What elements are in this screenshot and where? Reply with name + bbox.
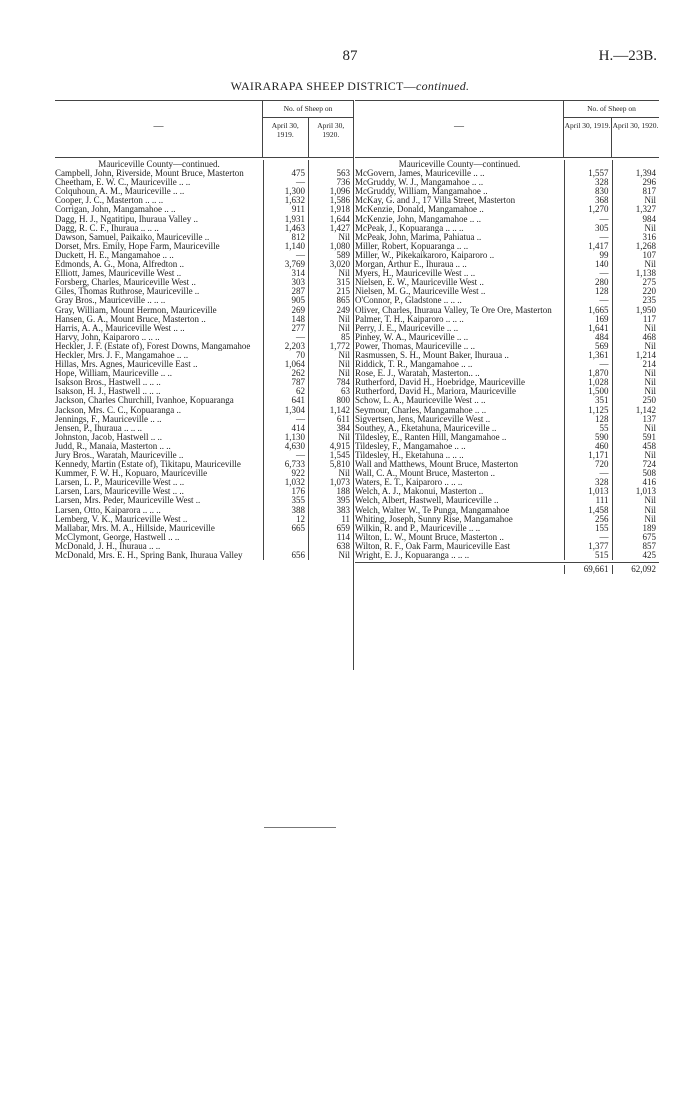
sheep-1919: — <box>263 178 308 187</box>
sheep-1919: — <box>263 251 308 260</box>
sheep-1919: 128 <box>564 287 612 296</box>
farmer-name: Giles, Thomas Ruthrose, Mauriceville .. <box>55 286 200 297</box>
sheep-count-group-label: No. of Sheep on <box>564 101 659 118</box>
sheep-1919: 305 <box>564 224 612 233</box>
title-main: WAIRARAPA SHEEP DISTRICT— <box>230 79 416 93</box>
sheep-1919: 641 <box>263 396 308 405</box>
farmer-name: Larsen, L. P., Mauriceville West .. .. <box>55 477 185 488</box>
sheep-1920: 296 <box>612 178 660 187</box>
column-1920-header: April 30, 1920. <box>308 118 354 157</box>
farmer-name: McKay, G. and J., 17 Villa Street, Masterton <box>355 195 516 206</box>
sheep-1919: — <box>564 469 612 478</box>
farmer-name: Isakson, H. J., Hastwell .. .. .. <box>55 386 161 397</box>
farmer-name: McGruddy, William, Mangamahoe .. <box>355 186 488 197</box>
sheep-1919: 1,013 <box>564 487 612 496</box>
sheep-1920: Nil <box>612 324 660 333</box>
sheep-1919: 355 <box>263 496 308 505</box>
sheep-1920: 1,918 <box>308 205 353 214</box>
footer-rule <box>264 827 336 828</box>
sheep-count-group-label: No. of Sheep on <box>263 101 353 118</box>
sheep-1920: 589 <box>308 251 353 260</box>
farmer-name: McGruddy, W. J., Mangamahoe .. .. <box>355 177 484 188</box>
sheep-1920: Nil <box>308 315 353 324</box>
page-number: 87 <box>342 48 358 64</box>
sheep-1920: 316 <box>612 233 660 242</box>
sheep-1920: Nil <box>612 378 660 387</box>
farmer-name: Dawson, Samuel, Paikaiko, Mauriceville .. <box>55 231 210 242</box>
sheep-1919: 269 <box>263 306 308 315</box>
sheep-1919: 99 <box>564 251 612 260</box>
sheep-1920: 5,810 <box>308 460 353 469</box>
farmer-name: Miller, Robert, Kopuaranga .. .. <box>355 240 469 251</box>
name-column-header <box>55 101 262 157</box>
sheep-1919: 656 <box>263 551 308 560</box>
sheep-1920: 865 <box>308 296 353 305</box>
farmer-name: Hillas, Mrs. Agnes, Mauriceville East .. <box>55 359 198 370</box>
farmer-name: Jennings, F., Mauriceville .. .. <box>55 413 162 424</box>
left-rows <box>55 169 353 560</box>
sheep-1919: 830 <box>564 187 612 196</box>
sheep-1919: 303 <box>263 278 308 287</box>
sheep-1920: 1,772 <box>308 342 353 351</box>
sheep-1919: 1,500 <box>564 387 612 396</box>
sheep-1919: 1,870 <box>564 369 612 378</box>
left-table <box>55 100 353 560</box>
sheep-1920: Nil <box>612 342 660 351</box>
name-column-header <box>355 101 563 157</box>
sheep-1920: 736 <box>308 178 353 187</box>
farmer-name: Larsen, Otto, Kaiparora .. .. .. <box>55 504 161 515</box>
sheep-1920: 117 <box>612 315 660 324</box>
total-1919: 69,661 <box>564 565 612 574</box>
sheep-1920: 11 <box>308 515 353 524</box>
farmer-name: McKenzie, John, Mangamahoe .. .. <box>355 213 481 224</box>
sheep-1920: 611 <box>308 415 353 424</box>
sheep-1919: — <box>263 333 308 342</box>
sheep-1920: 250 <box>612 396 660 405</box>
section-heading-label: Mauriceville County—continued. <box>98 159 220 169</box>
sheep-1919: 140 <box>564 260 612 269</box>
sheep-1920: Nil <box>612 506 660 515</box>
sheep-1919: 1,632 <box>263 196 308 205</box>
sheep-1920: 817 <box>612 187 660 196</box>
farmer-name: Welch, Walter W., Te Punga, Mangamahoe <box>355 504 510 515</box>
totals-row <box>355 562 659 574</box>
sheep-1920: 1,545 <box>308 451 353 460</box>
sheep-1920: 235 <box>612 296 660 305</box>
farmer-name: Jackson, Charles Churchill, Ivanhoe, Kopuaranga <box>55 395 234 406</box>
sheep-1920: 468 <box>612 333 660 342</box>
sheep-1920: 563 <box>308 169 353 178</box>
farmer-name: Dagg, R. C. F., Ihuraua .. .. .. <box>55 222 159 233</box>
farmer-name: Campbell, John, Riverside, Mount Bruce, Masterton <box>55 168 244 179</box>
farmer-name: Schow, L. A., Mauriceville West .. .. <box>355 395 486 406</box>
sheep-1919: 1,665 <box>564 306 612 315</box>
sheep-1919: 55 <box>564 424 612 433</box>
sheep-1920: 85 <box>308 333 353 342</box>
sheep-1919: 12 <box>263 515 308 524</box>
sheep-1919: 256 <box>564 515 612 524</box>
sheep-1919: 277 <box>263 324 308 333</box>
sheep-1920: Nil <box>612 196 660 205</box>
sheep-1919: 1,270 <box>564 205 612 214</box>
right-rows <box>355 169 659 560</box>
right-table-header <box>355 101 659 158</box>
farmer-name: Riddick, T. R., Mangamahoe .. .. <box>355 359 473 370</box>
farmer-name: Jury Bros., Waratah, Mauriceville .. <box>55 450 184 460</box>
farmer-name: Isakson Bros., Hastwell .. .. .. <box>55 377 161 388</box>
sheep-1919: — <box>564 296 612 305</box>
sheep-1919 <box>263 533 308 542</box>
sheep-1920: 1,142 <box>612 406 660 415</box>
sheep-1919: 569 <box>564 342 612 351</box>
sheep-1919: 314 <box>263 269 308 278</box>
sheep-1920: Nil <box>308 269 353 278</box>
sheep-1919: — <box>564 360 612 369</box>
sheep-1919: 1,140 <box>263 242 308 251</box>
sheep-1919: 1,304 <box>263 406 308 415</box>
farmer-name: Rutherford, David H., Hoebridge, Mauriceville <box>355 377 525 388</box>
table-row <box>55 551 353 560</box>
sheep-1920: 1,394 <box>612 169 660 178</box>
sheep-1919: 484 <box>564 333 612 342</box>
farmer-name: McClymont, George, Hastwell .. .. <box>55 531 180 542</box>
farmer-name: Cooper, J. C., Masterton .. .. .. <box>55 195 164 206</box>
farmer-name: McPeak, J., Kopuaranga .. .. .. <box>355 222 464 233</box>
sheep-1920: Nil <box>612 424 660 433</box>
sheep-1920: 425 <box>612 551 660 560</box>
farmer-name: McDonald, Mrs. E. H., Spring Bank, Ihuraua Valley <box>55 550 243 561</box>
sheep-1920: 63 <box>308 387 353 396</box>
farmer-name: Power, Thomas, Mauriceville .. .. <box>355 340 475 351</box>
sheep-1920: 137 <box>612 415 660 424</box>
farmer-name: Hope, William, Mauriceville .. .. <box>55 368 172 379</box>
farmer-name: Dagg, H. J., Ngatitipu, Ihuraua Valley .. <box>55 213 199 224</box>
sheep-1919: 1,028 <box>564 378 612 387</box>
total-1920: 62,092 <box>612 565 660 574</box>
sheep-1919: 1,377 <box>564 542 612 551</box>
farmer-name: Oliver, Charles, Ihuraua Valley, Te Ore Ore, Masterton <box>355 304 552 315</box>
page-reference: H.—23B. <box>598 48 657 64</box>
sheep-1919: 1,641 <box>564 324 612 333</box>
farmer-name: Dorset, Mrs. Emily, Hope Farm, Mauriceville <box>55 240 220 251</box>
column-separator <box>353 100 354 670</box>
sheep-1919: 911 <box>263 205 308 214</box>
farmer-name: Palmer, T. H., Kaiparoro .. .. .. <box>355 313 464 324</box>
sheep-1920: Nil <box>308 369 353 378</box>
farmer-name: Rose, E. J., Waratah, Masterton.. .. <box>355 368 480 379</box>
farmer-name: Harvy, John, Kaiparoro .. .. .. <box>55 331 160 342</box>
title-continued: continued. <box>415 79 470 93</box>
sheep-1919: 328 <box>564 178 612 187</box>
sheep-1919: 720 <box>564 460 612 469</box>
sheep-1919: — <box>263 451 308 460</box>
sheep-1919: 1,557 <box>564 169 612 178</box>
farmer-name: Wall and Matthews, Mount Bruce, Masterton <box>355 459 518 470</box>
farmer-name: Larsen, Mrs. Peder, Mauriceville West .. <box>55 495 201 506</box>
farmer-name: McPeak, John, Marima, Pahiatua .. <box>355 231 482 242</box>
sheep-1920: 383 <box>308 506 353 515</box>
sheep-1920: 1,138 <box>612 269 660 278</box>
sheep-1919: 176 <box>263 487 308 496</box>
sheep-1920: 784 <box>308 378 353 387</box>
farmer-name: Whiting, Joseph, Sunny Rise, Mangamahoe <box>355 513 513 524</box>
farmer-name: Heckler, J. F. (Estate of), Forest Downs, Mangamahoe <box>55 340 251 351</box>
sheep-1919: 1,931 <box>263 215 308 224</box>
sheep-1920: 1,096 <box>308 187 353 196</box>
sheep-1919: 1,171 <box>564 451 612 460</box>
sheep-1920: 724 <box>612 460 660 469</box>
sheep-1920: 107 <box>612 251 660 260</box>
sheep-1920: 508 <box>612 469 660 478</box>
column-1919-header: April 30, 1919. <box>564 121 611 130</box>
sheep-1920: 1,327 <box>612 205 660 214</box>
farmer-name: Judd, R., Manaia, Masterton .. .. <box>55 440 171 451</box>
sheep-1920: Nil <box>308 351 353 360</box>
sheep-1920: Nil <box>612 224 660 233</box>
sheep-1919: 590 <box>564 433 612 442</box>
sheep-1919: 787 <box>263 378 308 387</box>
sheep-1920: 1,073 <box>308 478 353 487</box>
sheep-1919: — <box>564 269 612 278</box>
sheep-1919: 262 <box>263 369 308 378</box>
sheep-1919: 515 <box>564 551 612 560</box>
sheep-1919: 1,361 <box>564 351 612 360</box>
sheep-1919: 70 <box>263 351 308 360</box>
sheep-1920: Nil <box>308 433 353 442</box>
sheep-1920: 1,080 <box>308 242 353 251</box>
farmer-name: McDonald, J. H., Ihuraua .. .. <box>55 540 161 551</box>
sheep-1920: 188 <box>308 487 353 496</box>
sheep-1920: 315 <box>308 278 353 287</box>
column-1919-header: April 30, 1919. <box>271 121 299 139</box>
section-heading-label: Mauriceville County—continued. <box>398 159 521 169</box>
sheep-count-header <box>563 101 659 157</box>
sheep-1920: 249 <box>308 306 353 315</box>
sheep-1920: Nil <box>612 387 660 396</box>
farmer-name: Rutherford, David H., Mariora, Mauriceville <box>355 386 516 397</box>
sheep-count-header <box>262 101 353 157</box>
sheep-1920: 384 <box>308 424 353 433</box>
sheep-1919: 155 <box>564 524 612 533</box>
farmer-name: Kummer, F. W. H., Kopuaro, Mauriceville <box>55 468 208 479</box>
farmer-name: Seymour, Charles, Mangamahoe .. .. <box>355 404 487 415</box>
farmer-name: Wilkin, R. and P., Mauriceville .. .. <box>355 522 481 533</box>
farmer-name: Nielsen, E. W., Mauriceville West .. <box>355 277 484 288</box>
sheep-1919: 328 <box>564 478 612 487</box>
sheep-1919: 128 <box>564 415 612 424</box>
sheep-1919: 3,769 <box>263 260 308 269</box>
sheep-1920: 395 <box>308 496 353 505</box>
sheep-1919: 1,032 <box>263 478 308 487</box>
sheep-1919: 460 <box>564 442 612 451</box>
farmer-name: Cheetham, E. W. C., Mauriceville .. .. <box>55 177 191 188</box>
sheep-1919: 368 <box>564 196 612 205</box>
farmer-name: Colquhoun, A. M., Mauriceville .. .. <box>55 186 185 197</box>
sheep-1919: 280 <box>564 278 612 287</box>
sheep-1919: 169 <box>564 315 612 324</box>
sheep-1920: 638 <box>308 542 353 551</box>
farmer-name: Forsberg, Charles, Mauriceville West .. <box>55 277 196 288</box>
farmer-name: O'Connor, P., Gladstone .. .. .. <box>355 295 462 306</box>
sheep-1920: 857 <box>612 542 660 551</box>
farmer-name: Harris, A. A., Mauriceville West .. .. <box>55 322 185 333</box>
farmer-name: Morgan, Arthur E., Ihuraua .. .. <box>355 259 467 270</box>
farmer-name: Gray, William, Mount Hermon, Mauriceville <box>55 304 217 315</box>
sheep-1920: 984 <box>612 215 660 224</box>
sheep-1920: Nil <box>612 496 660 505</box>
sheep-1919: 1,064 <box>263 360 308 369</box>
farmer-name: Wright, E. J., Kopuaranga .. .. .. <box>355 550 470 561</box>
farmer-name: Waters, E. T., Kaiparoro .. .. .. <box>355 477 463 488</box>
sheep-1920: 215 <box>308 287 353 296</box>
farmer-name: Welch, A. J., Makonui, Masterton .. <box>355 486 484 497</box>
farmer-name: Jensen, P., Ihuraua .. .. .. <box>55 422 142 433</box>
sheep-1919: — <box>564 233 612 242</box>
farmer-name: Heckler, Mrs. J. F., Mangamahoe .. .. <box>55 349 189 360</box>
sheep-1919: 1,458 <box>564 506 612 515</box>
sheep-1920: 1,214 <box>612 351 660 360</box>
sheep-1919: 388 <box>263 506 308 515</box>
table-row <box>355 551 659 560</box>
sheep-1920: 3,020 <box>308 260 353 269</box>
farmer-name: Southey, A., Eketahuna, Mauriceville .. <box>355 422 497 433</box>
name-header-dash: — <box>454 121 464 132</box>
sheep-1920: 416 <box>612 478 660 487</box>
sheep-1919: 905 <box>263 296 308 305</box>
sheep-1919: 6,733 <box>263 460 308 469</box>
sheep-1919: 665 <box>263 524 308 533</box>
sheep-1919: 1,463 <box>263 224 308 233</box>
sheep-1920: 458 <box>612 442 660 451</box>
sheep-1920: Nil <box>612 260 660 269</box>
right-table <box>355 100 659 574</box>
sheep-1920: 4,915 <box>308 442 353 451</box>
sheep-1920: 1,427 <box>308 224 353 233</box>
farmer-name: Larsen, Lars, Mauriceville West .. .. <box>55 486 184 497</box>
farmer-name: Corrigan, John, Mangamahoe .. .. <box>55 204 176 215</box>
sheep-1920: 1,950 <box>612 306 660 315</box>
sheep-1920: Nil <box>612 451 660 460</box>
sheep-1919: 2,203 <box>263 342 308 351</box>
farmer-name: Tildesley, H., Eketahuna .. .. .. <box>355 450 464 460</box>
sheep-1919: 1,125 <box>564 406 612 415</box>
farmer-name: Tildesley, E., Ranten Hill, Mangamahoe .. <box>355 431 507 442</box>
sheep-1920: 1,013 <box>612 487 660 496</box>
farmer-name: Wilton, R. F., Oak Farm, Mauriceville East <box>355 540 511 551</box>
column-1920-header: April 30, 1920. <box>611 118 659 157</box>
farmer-name: Tildesley, F., Mangamahoe .. .. <box>355 440 466 451</box>
sheep-1920: 1,142 <box>308 406 353 415</box>
sheep-1920: 114 <box>308 533 353 542</box>
sheep-1920: 1,268 <box>612 242 660 251</box>
sheep-1919: — <box>564 215 612 224</box>
sheep-1919: 922 <box>263 469 308 478</box>
farmer-name: Rasmussen, S. H., Mount Baker, Ihuraua .. <box>355 349 509 360</box>
farmer-name: McKenzie, Donald, Mangamahoe .. <box>355 204 484 215</box>
farmer-name: Nielsen, M. G., Mauriceville West .. <box>355 286 486 297</box>
sheep-1920: 1,644 <box>308 215 353 224</box>
left-table-header <box>55 101 353 158</box>
sheep-1920: 189 <box>612 524 660 533</box>
sheep-1919: 111 <box>564 496 612 505</box>
sheep-1920: 591 <box>612 433 660 442</box>
sheep-1920: Nil <box>612 369 660 378</box>
sheep-1919: 4,630 <box>263 442 308 451</box>
farmer-name: Hansen, G. A., Mount Bruce, Masterton .. <box>55 313 206 324</box>
sheep-1919: 1,417 <box>564 242 612 251</box>
farmer-name: Duckett, H. E., Mangamahoe .. .. <box>55 249 174 260</box>
sheep-1920: Nil <box>612 515 660 524</box>
sheep-1920: 675 <box>612 533 660 542</box>
sheep-1920: 659 <box>308 524 353 533</box>
sheep-1920: 220 <box>612 287 660 296</box>
sheep-1920: Nil <box>308 469 353 478</box>
page-title <box>0 79 700 94</box>
farmer-name: Pinhey, W. A., Mauriceville .. .. <box>355 331 469 342</box>
sheep-1919: 351 <box>564 396 612 405</box>
sheep-1919: 287 <box>263 287 308 296</box>
sheep-1919: 414 <box>263 424 308 433</box>
sheep-1919: 148 <box>263 315 308 324</box>
farmer-name: McGovern, James, Mauriceville .. .. <box>355 168 485 179</box>
sheep-1919: — <box>263 415 308 424</box>
name-header-dash: — <box>153 121 164 132</box>
farmer-name: Elliott, James, Mauriceville West .. <box>55 268 182 279</box>
farmer-name: Wall, C. A., Mount Bruce, Masterton .. <box>355 468 496 479</box>
farmer-name: Edmonds, A. G., Mona, Alfredton .. <box>55 259 184 270</box>
farmer-name: Kennedy, Martin (Estate of), Tikitapu, Mauriceville <box>55 459 241 470</box>
sheep-1920: 214 <box>612 360 660 369</box>
sheep-1919: — <box>564 533 612 542</box>
farmer-name: Wilton, L. W., Mount Bruce, Masterton .. <box>355 531 504 542</box>
farmer-name: Perry, J. E., Mauriceville .. .. <box>355 322 459 333</box>
farmer-name: Jackson, Mrs. C. C., Kopuaranga .. <box>55 404 181 415</box>
sheep-1920: 800 <box>308 396 353 405</box>
sheep-1920: Nil <box>308 551 353 560</box>
farmer-name: Miller, W., Pikekaikaroro, Kaiparoro .. <box>355 249 495 260</box>
sheep-1919: 62 <box>263 387 308 396</box>
sheep-1920: Nil <box>308 360 353 369</box>
farmer-name: Sigvertsen, Jens, Mauriceville West .. <box>355 413 491 424</box>
sheep-1919: 1,300 <box>263 187 308 196</box>
farmer-name: Lemberg, V. K., Mauriceville West .. <box>55 513 188 524</box>
sheep-1919: 812 <box>263 233 308 242</box>
sheep-1919: 475 <box>263 169 308 178</box>
sheep-1919: 1,130 <box>263 433 308 442</box>
farmer-name: Mallabar, Mrs. M. A., Hillside, Mauriceville <box>55 522 215 533</box>
sheep-1920: 1,586 <box>308 196 353 205</box>
farmer-name: Myers, H., Mauriceville West .. .. <box>355 268 476 279</box>
sheep-1920: Nil <box>308 233 353 242</box>
sheep-1920: 275 <box>612 278 660 287</box>
farmer-name: Welch, Albert, Hastwell, Mauriceville .. <box>355 495 499 506</box>
farmer-name: Gray Bros., Mauriceville .. .. .. <box>55 295 166 306</box>
sheep-1920: Nil <box>308 324 353 333</box>
farmer-name: Johnston, Jacob, Hastwell .. .. <box>55 431 162 442</box>
